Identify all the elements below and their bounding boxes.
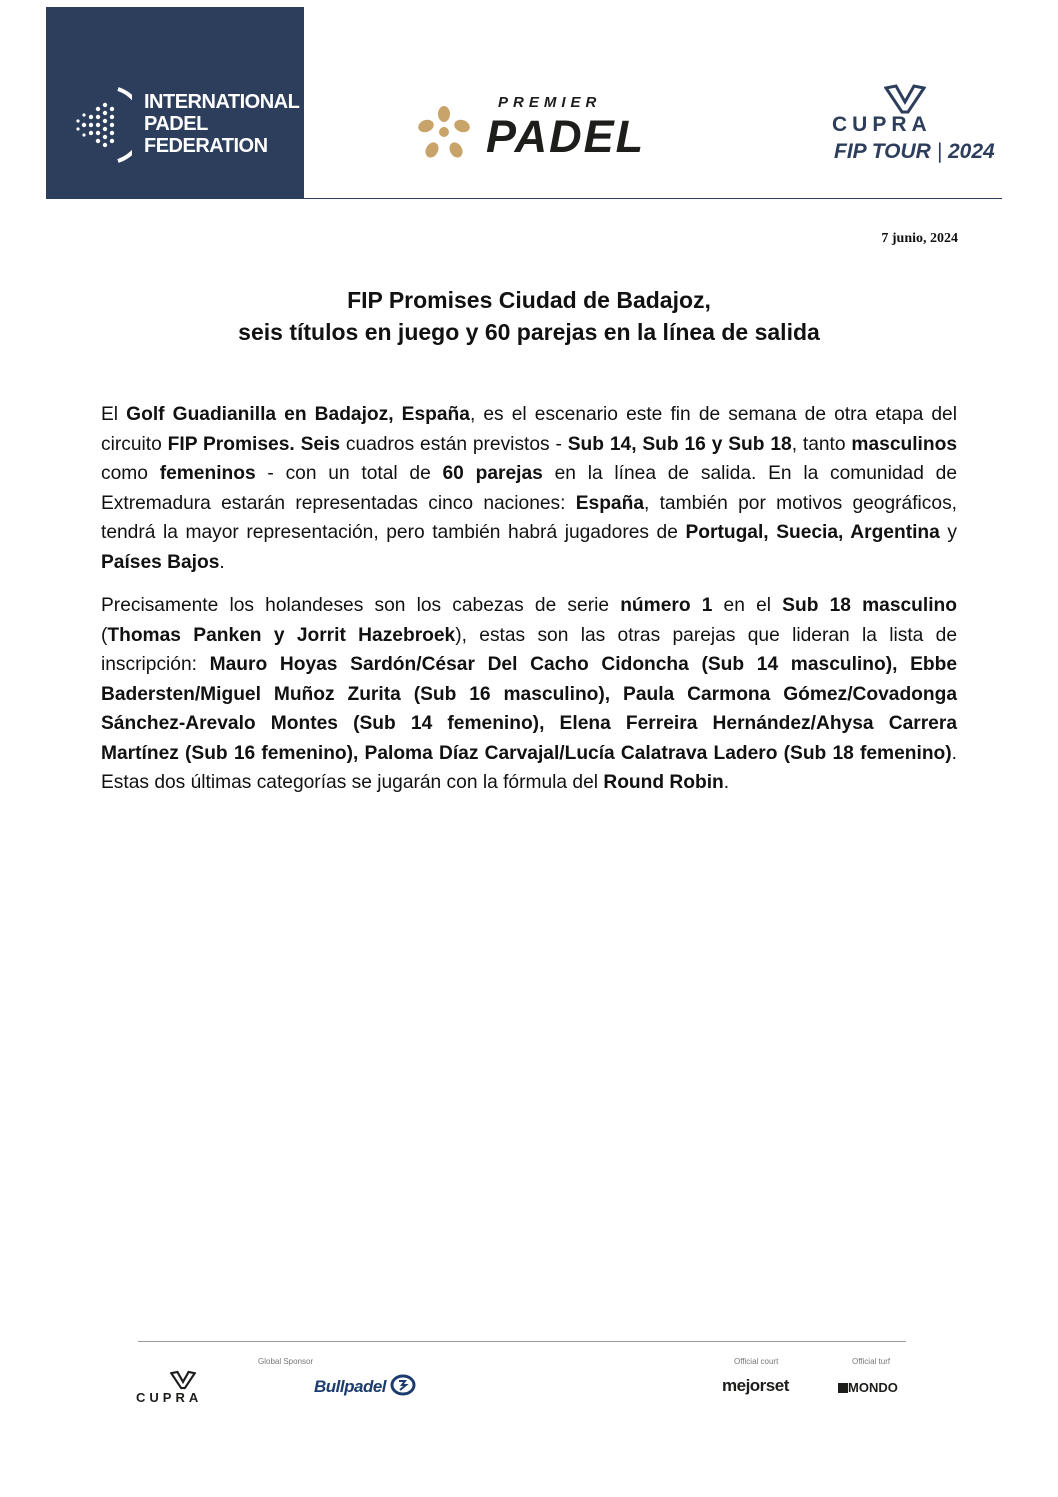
- text-run: ), estas son las otras parejas que lideran la lista de inscripción:: [101, 624, 958, 675]
- bullpadel-word: Bullpadel: [314, 1377, 387, 1396]
- title-line-2: seis títulos en juego y 60 parejas en la línea de salida: [238, 319, 820, 345]
- text-run: - con un total de: [255, 463, 443, 484]
- mondo-mark-icon: [838, 1383, 848, 1393]
- fip-wordmark: [144, 91, 299, 157]
- document-body: [101, 400, 957, 812]
- bold-text-run: FIP Promises. Seis: [167, 433, 341, 455]
- mondo-word: MONDO: [848, 1380, 898, 1395]
- text-run: en la línea de salida. En la comunidad de Extremadura estarán representadas cinco naciones:: [101, 463, 957, 514]
- header-divider: [46, 198, 1002, 199]
- padel-word: PADEL: [486, 111, 646, 162]
- bold-text-run: Mauro Hoyas Sardón/César Del Cacho Cidoncha (Sub 14 masculino), Ebbe Badersten/Miguel Muñoz Zurita (Sub 16 masculino), Paula Carmona Gómez/Covadonga Sánchez-Arevalo Montes (Sub 14 femenino), Elena Ferreira Hernández/Ahysa Carrera Martínez (Sub 16 femenino), Paloma Díaz Carvajal/Lucía Calatrava Ladero (Sub 18 femenino): [101, 654, 957, 764]
- bold-text-run: 60 parejas: [442, 463, 543, 484]
- bold-text-run: Sub 14, Sub 16 y Sub 18: [567, 433, 792, 455]
- paragraph-2: [101, 591, 957, 798]
- fip-tour-year: 2024: [947, 140, 995, 163]
- bold-text-run: Golf Guadianilla en Badajoz, España: [126, 404, 470, 425]
- padel-ball-icon: [74, 85, 132, 165]
- text-run: , tanto: [791, 433, 852, 455]
- premier-word: PREMIER: [498, 94, 602, 111]
- official-turf-label: Official turf: [852, 1357, 891, 1366]
- fip-logo: [46, 7, 304, 199]
- footer-divider: [138, 1341, 906, 1342]
- text-run: .: [723, 772, 730, 793]
- text-run: y: [939, 522, 957, 543]
- bullpadel-mark-icon: [390, 1374, 416, 1396]
- text-run: cuadros están previstos -: [340, 433, 568, 455]
- bold-text-run: número 1: [620, 595, 713, 616]
- footer-cupra-logo: [136, 1370, 232, 1410]
- mejorset-logo: mejorset: [722, 1376, 789, 1395]
- text-run: (: [101, 624, 108, 646]
- fip-line-2: PADEL: [144, 113, 208, 135]
- fip-tour-divider: |: [936, 140, 948, 163]
- bold-text-run: Round Robin: [603, 772, 724, 793]
- text-run: en el: [712, 595, 783, 616]
- document-date: 7 junio, 2024: [881, 231, 958, 246]
- bold-text-run: Portugal, Suecia, Argentina: [685, 522, 940, 543]
- bold-text-run: Sub 18 masculino: [782, 595, 957, 616]
- cupra-fip-tour-logo: [830, 84, 995, 168]
- bold-text-run: masculinos: [851, 433, 957, 455]
- text-run: , es el escenario este fin de semana de otra etapa del circuito: [101, 404, 957, 455]
- mondo-logo: [838, 1380, 898, 1395]
- text-run: , también por motivos geográficos, tendrá la mayor representación, pero también habrá jugadores de: [101, 492, 957, 543]
- bullpadel-logo: [314, 1374, 416, 1397]
- bold-text-run: España: [575, 492, 644, 514]
- cupra-tribal-icon: [170, 1370, 196, 1390]
- bold-text-run: femeninos: [159, 463, 256, 484]
- premier-padel-flower-icon: [412, 102, 476, 162]
- text-run: El: [101, 404, 127, 425]
- bold-text-run: Thomas Panken y Jorrit Hazebroek: [107, 624, 456, 646]
- cupra-word: CUPRA: [832, 113, 932, 136]
- fip-tour-word: [834, 140, 995, 164]
- fip-line-3: FEDERATION: [144, 135, 268, 157]
- paragraph-1: [101, 400, 957, 577]
- title-line-1: FIP Promises Ciudad de Badajoz,: [347, 287, 711, 313]
- footer-cupra-word: CUPRA: [136, 1390, 203, 1405]
- text-run: como: [101, 463, 160, 484]
- official-court-label: Official court: [734, 1357, 779, 1366]
- text-run: .: [219, 551, 225, 573]
- fip-line-1: INTERNATIONAL: [144, 91, 300, 113]
- premier-padel-logo: [412, 94, 702, 166]
- bold-text-run: Países Bajos: [101, 551, 220, 573]
- text-run: Precisamente los holandeses son los cabezas de serie: [101, 595, 621, 616]
- text-run: . Estas dos últimas categorías se jugarán con la fórmula del: [101, 742, 957, 793]
- document-title: [0, 284, 1058, 348]
- global-sponsor-label: Global Sponsor: [258, 1357, 314, 1366]
- cupra-tribal-icon: [884, 84, 926, 114]
- fip-tour-label: FIP TOUR: [834, 140, 931, 163]
